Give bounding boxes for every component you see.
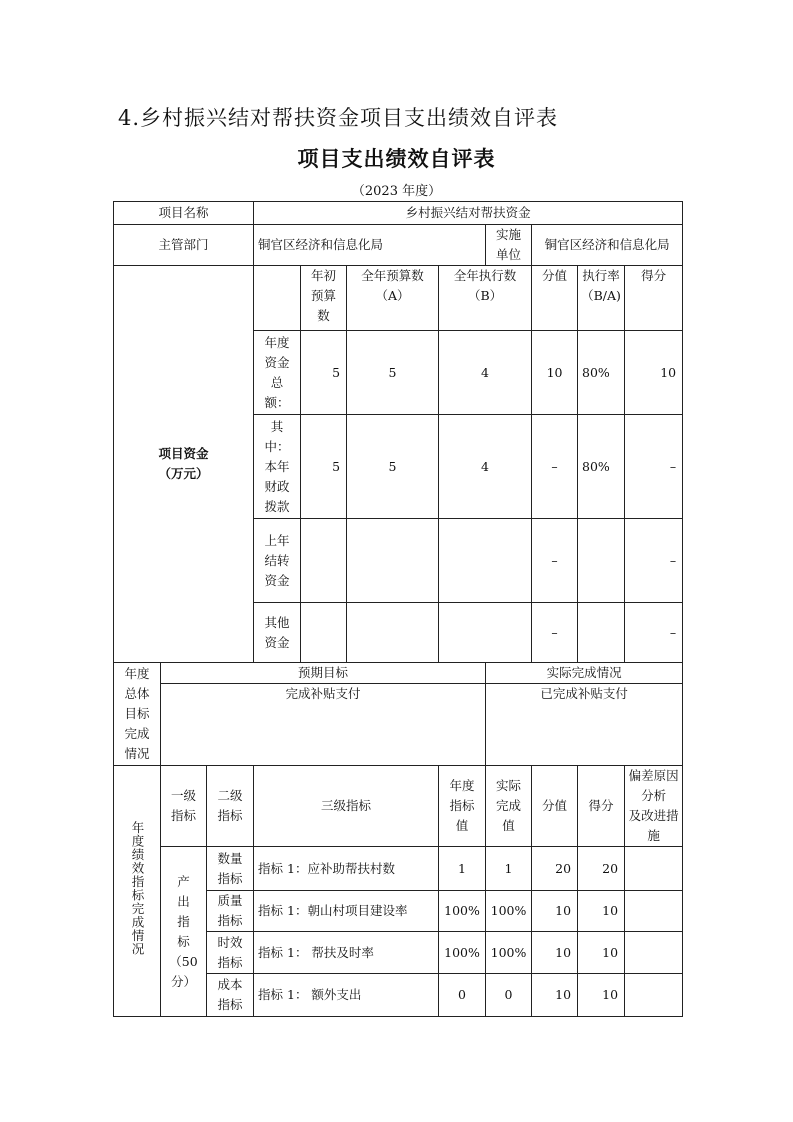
indicators-label-text: 年度绩效指标完成情况 <box>130 820 145 956</box>
impl-unit-label <box>486 225 532 266</box>
ind-reason <box>625 974 683 1017</box>
funds-row-score-value: – <box>532 415 578 519</box>
funds-header-2: 全年预算数 （A） <box>361 268 424 303</box>
funds-row-initial: 5 <box>301 415 347 519</box>
goals-label <box>114 663 161 766</box>
ind-level1 <box>161 847 207 1017</box>
funds-row-executed <box>439 603 532 663</box>
ind-header-7: 偏差原因分析 及改进措施 <box>628 768 679 843</box>
funds-row-name <box>254 415 301 519</box>
section-heading: 4.乡村振兴结对帮扶资金项目支出绩效自评表 <box>118 106 559 130</box>
ind-target: 1 <box>439 847 486 891</box>
ind-actual: 100% <box>486 932 532 974</box>
funds-header-name <box>254 266 301 331</box>
page-title: 项目支出绩效自评表 <box>297 147 496 171</box>
report-year: （2023 年度） <box>351 184 442 199</box>
goals-label-text: 年度 总体 目标 完成 情况 <box>124 666 150 761</box>
funds-header-score-value <box>532 266 578 331</box>
ind-header-level2 <box>207 766 254 847</box>
ind-header-reason <box>625 766 683 847</box>
dept-value: 铜官区经济和信息化局 <box>254 225 486 266</box>
funds-header-6: 得分 <box>641 268 667 283</box>
ind-level2-text: 数量 指标 <box>217 850 243 886</box>
funds-row-annual: 5 <box>347 331 439 415</box>
funds-header-4: 分值 <box>542 268 568 283</box>
ind-header-3: 年度 指标 值 <box>449 778 475 833</box>
expected-goal-label: 预期目标 <box>161 663 486 684</box>
funds-row-score: – <box>625 519 683 603</box>
ind-score: 20 <box>578 847 625 891</box>
project-name-label: 项目名称 <box>114 202 254 225</box>
ind-level3: 指标 1：应补助帮扶村数 <box>254 847 439 891</box>
ind-score-value: 20 <box>532 847 578 891</box>
funds-header-initial <box>301 266 347 331</box>
ind-header-1: 二级 指标 <box>217 788 243 823</box>
indicator-row <box>114 847 683 891</box>
ind-score-value: 10 <box>532 974 578 1017</box>
actual-goal-value: 已完成补贴支付 <box>486 684 683 766</box>
funds-row-score-value: – <box>532 603 578 663</box>
funds-header-score <box>625 266 683 331</box>
ind-header-6: 得分 <box>588 798 614 813</box>
funds-row-name-text: 其 中： 本年 财政 拨款 <box>264 418 290 514</box>
funds-row-rate <box>578 603 625 663</box>
funds-row-score: – <box>625 603 683 663</box>
impl-unit-value: 铜官区经济和信息化局 <box>532 225 683 266</box>
ind-level2 <box>207 932 254 974</box>
ind-target: 0 <box>439 974 486 1017</box>
ind-header-0: 一级 指标 <box>170 788 196 823</box>
ind-level1-text: 产 出 指 标 （50 分） <box>169 873 198 989</box>
ind-score-value: 10 <box>532 932 578 974</box>
ind-header-score <box>578 766 625 847</box>
ind-header-2: 三级指标 <box>321 798 372 813</box>
funds-row-score-value: 10 <box>532 331 578 415</box>
funds-header-3: 全年执行数 （B） <box>453 268 517 303</box>
ind-reason <box>625 847 683 891</box>
dept-label: 主管部门 <box>114 225 254 266</box>
ind-level2-text: 时效 指标 <box>217 934 243 970</box>
ind-reason <box>625 932 683 974</box>
funds-row-initial <box>301 519 347 603</box>
funds-row-annual: 5 <box>347 415 439 519</box>
ind-level2-text: 成本 指标 <box>217 977 243 1012</box>
ind-score: 10 <box>578 891 625 932</box>
funds-row-name-text: 上年 结转 资金 <box>264 532 290 588</box>
funds-label <box>114 266 254 663</box>
funds-header-executed <box>439 266 532 331</box>
ind-level3: 指标 1： 额外支出 <box>254 974 439 1017</box>
ind-level3: 指标 1： 帮扶及时率 <box>254 932 439 974</box>
funds-header-1: 年初 预算 数 <box>311 268 337 323</box>
ind-level3: 指标 1：朝山村项目建设率 <box>254 891 439 932</box>
funds-header-5: 执行率 （B/A) <box>581 268 621 303</box>
ind-header-target <box>439 766 486 847</box>
ind-reason <box>625 891 683 932</box>
ind-target: 100% <box>439 932 486 974</box>
ind-header-level1 <box>161 766 207 847</box>
ind-score: 10 <box>578 932 625 974</box>
ind-level2 <box>207 891 254 932</box>
funds-row-executed: 4 <box>439 331 532 415</box>
funds-row-name-text: 其他 资金 <box>264 614 290 650</box>
funds-row-rate: 80% <box>578 415 625 519</box>
ind-actual: 0 <box>486 974 532 1017</box>
funds-row-annual <box>347 603 439 663</box>
ind-header-level3 <box>254 766 439 847</box>
funds-row-rate: 80% <box>578 331 625 415</box>
funds-row-name <box>254 331 301 415</box>
funds-row-name-text: 年度 资金 总 额： <box>264 334 290 410</box>
funds-row-annual <box>347 519 439 603</box>
funds-row-score: 10 <box>625 331 683 415</box>
ind-header-actual <box>486 766 532 847</box>
funds-row-initial <box>301 603 347 663</box>
ind-header-4: 实际 完成 值 <box>496 778 522 833</box>
actual-goal-label: 实际完成情况 <box>486 663 683 684</box>
ind-target: 100% <box>439 891 486 932</box>
funds-row-executed <box>439 519 532 603</box>
ind-header-5: 分值 <box>542 798 568 813</box>
ind-level2-text: 质量 指标 <box>217 893 243 928</box>
ind-actual: 100% <box>486 891 532 932</box>
indicators-label <box>114 766 161 1017</box>
ind-level2 <box>207 974 254 1017</box>
funds-label-text: 项目资金 （万元） <box>158 446 209 481</box>
funds-row-name <box>254 603 301 663</box>
project-name-value: 乡村振兴结对帮扶资金 <box>254 202 683 225</box>
expected-goal-value: 完成补贴支付 <box>161 684 486 766</box>
funds-header-rate <box>578 266 625 331</box>
funds-header-annual <box>347 266 439 331</box>
funds-row-name <box>254 519 301 603</box>
ind-actual: 1 <box>486 847 532 891</box>
funds-row-rate <box>578 519 625 603</box>
impl-unit-label-text: 实施 单位 <box>496 227 522 262</box>
ind-header-score-value <box>532 766 578 847</box>
ind-level2 <box>207 847 254 891</box>
funds-row-score-value: – <box>532 519 578 603</box>
self-evaluation-table <box>113 201 683 1017</box>
funds-row-initial: 5 <box>301 331 347 415</box>
funds-row-score: – <box>625 415 683 519</box>
ind-score-value: 10 <box>532 891 578 932</box>
funds-row-executed: 4 <box>439 415 532 519</box>
ind-score: 10 <box>578 974 625 1017</box>
